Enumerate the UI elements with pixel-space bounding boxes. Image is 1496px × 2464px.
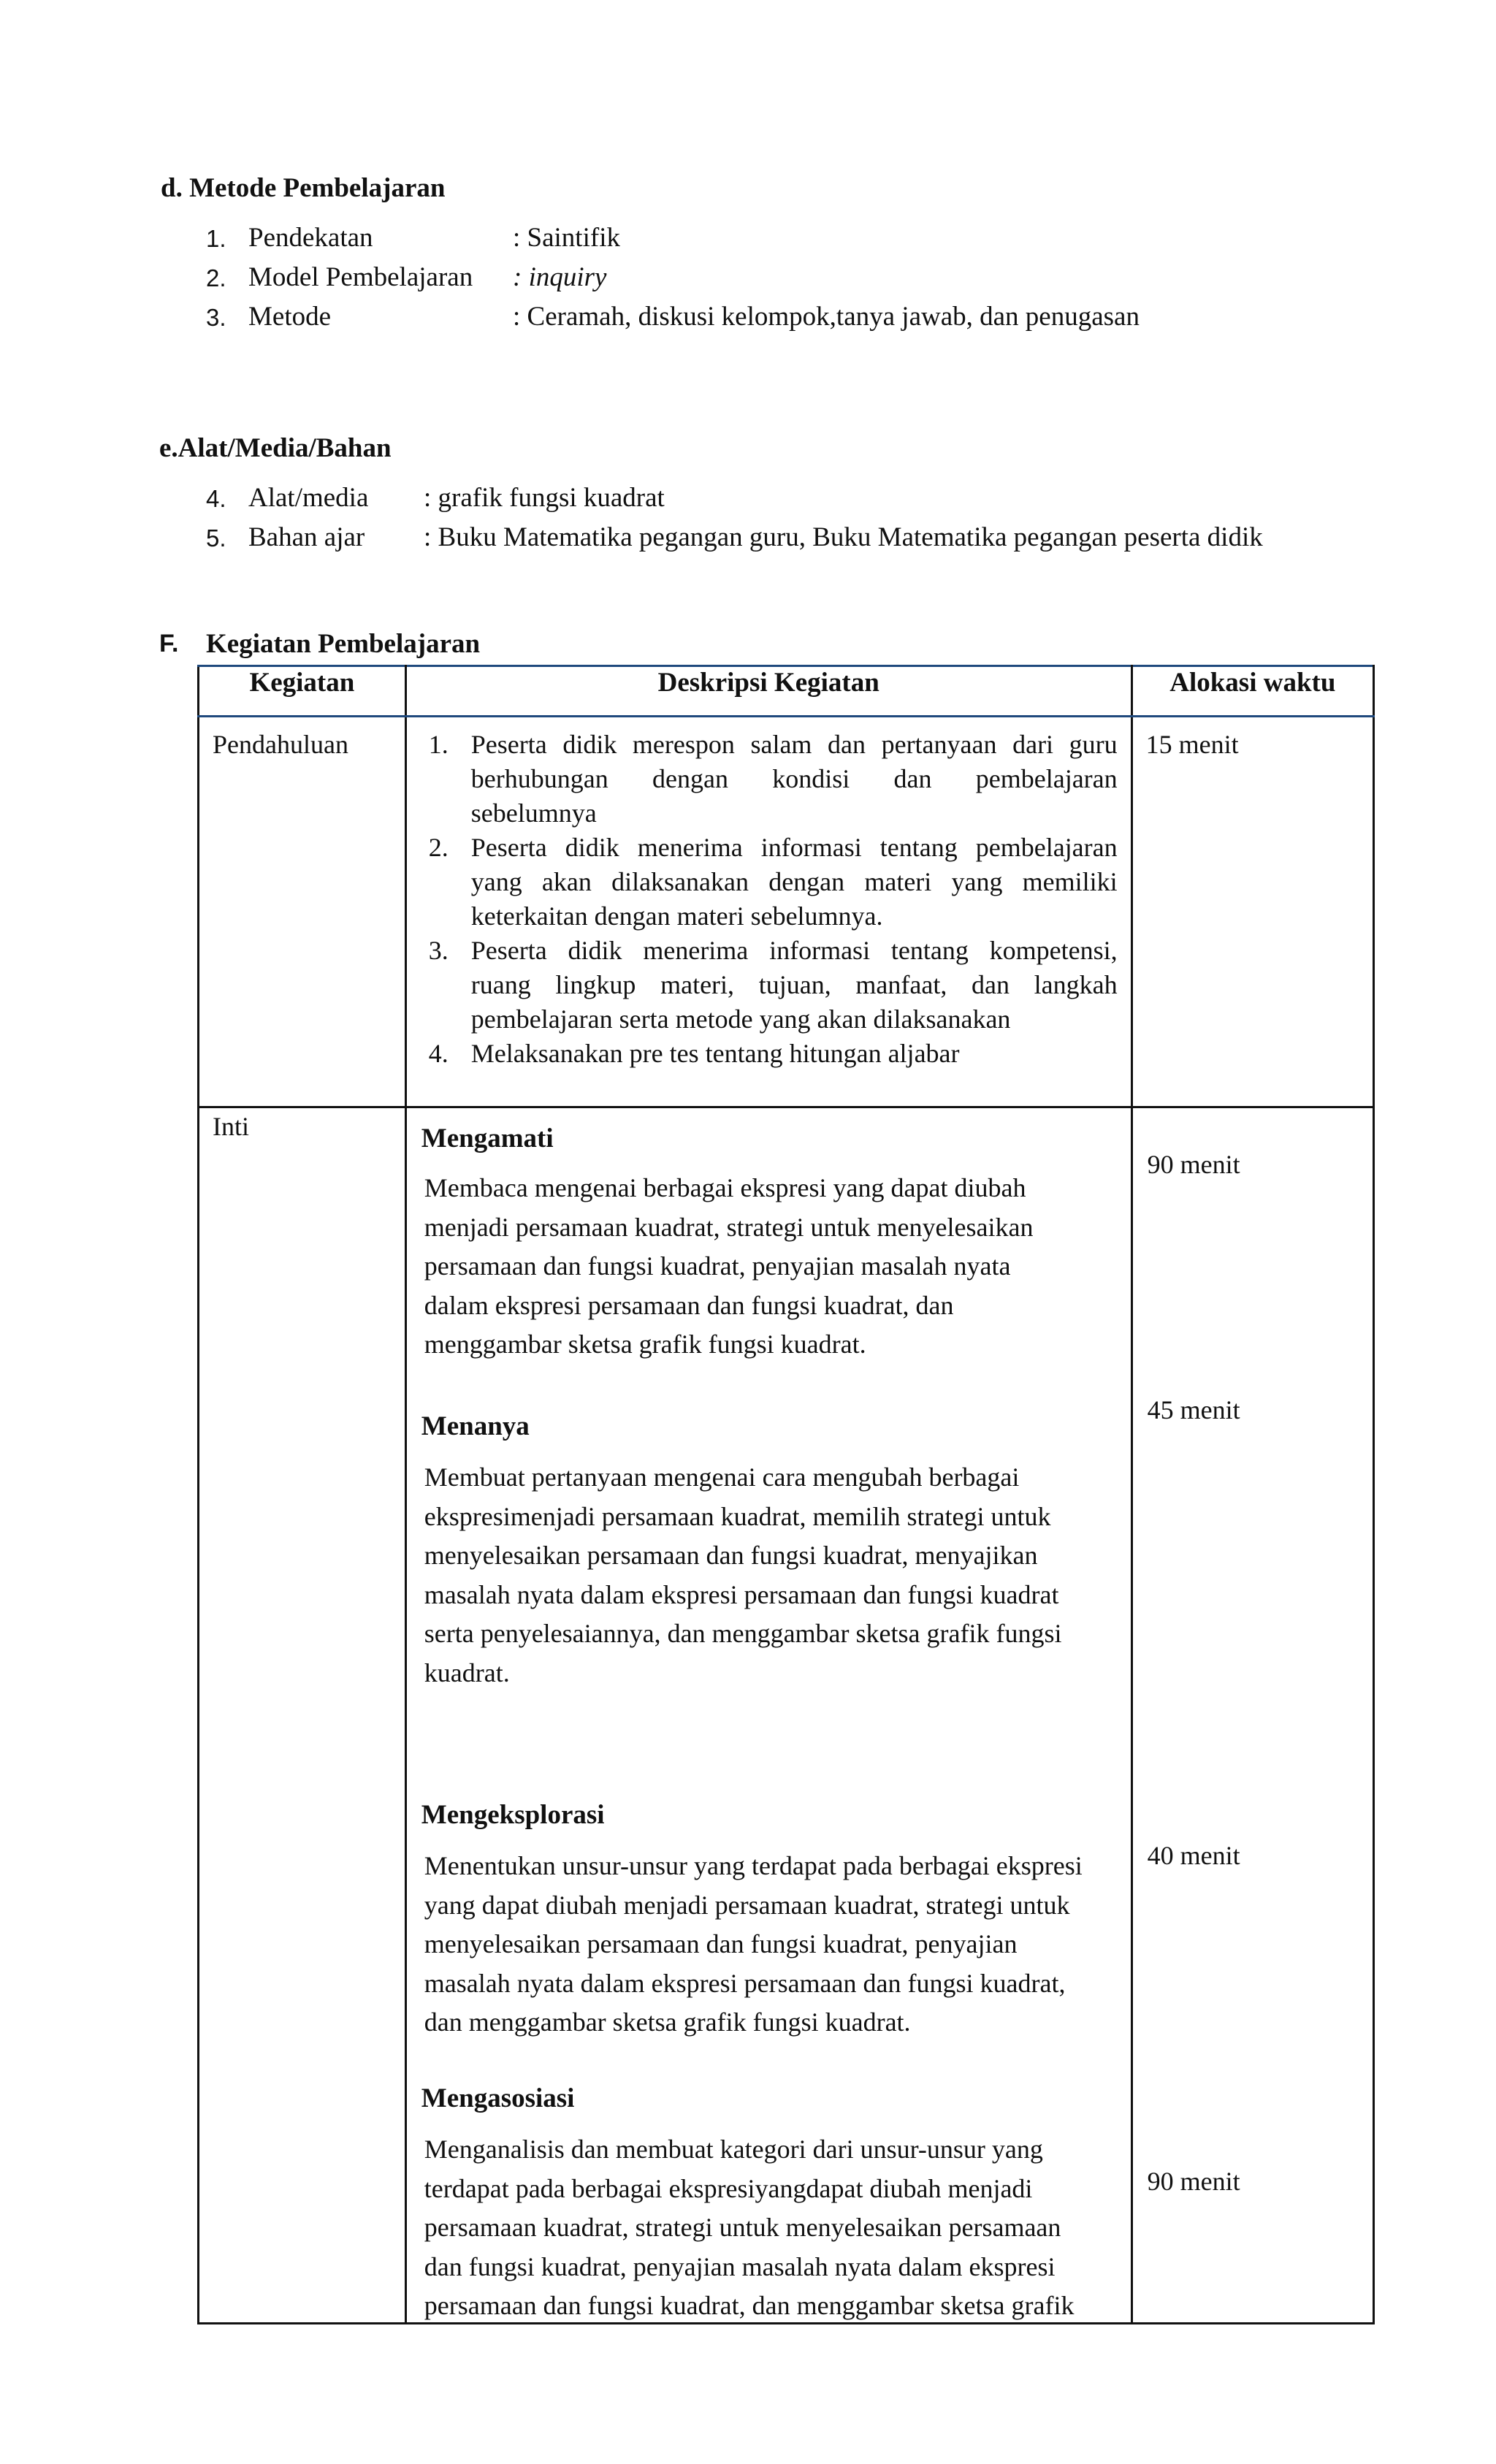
row-label: Pendahuluan [199, 717, 406, 1107]
table-row-inti [199, 1107, 1374, 2324]
table-row-pendahuluan [199, 717, 1374, 1107]
row-label: Inti [199, 1107, 406, 2324]
block-text: Menentukan unsur-unsur yang terdapat pada berbagai ekspresi yang dapat diubah menjadi persamaan kuadrat, strategi untuk menyelesaikan persamaan dan fungsi kuadrat, penyajian masalah nyata dalam ekspresi persamaan dan fungsi kuadrat, dan menggambar sketsa grafik fungsi kuadrat. [424, 1851, 1083, 2037]
list-number: 3. [206, 304, 226, 331]
list-item: 2. Peserta didik menerima informasi tentang pembelajaran yang akan dilaksanakan dengan materi yang memiliki keterkaitan dengan materi sebelumnya. [428, 833, 1118, 931]
block-text: Membuat pertanyaan mengenai cara mengubah berbagai ekspresimenjadi persamaan kuadrat, memilih strategi untuk menyelesaikan persamaan dan fungsi kuadrat, menyajikan masalah nyata dalam ekspresi persamaan dan fungsi kuadrat serta penyelesaiannya, dan menggambar sketsa grafik fungsi kuadrat. [424, 1462, 1062, 1687]
time-mengamati: 90 menit [1147, 1150, 1240, 1179]
section-f-letter: F. [159, 630, 179, 657]
time-mengeksplorasi: 40 menit [1147, 1841, 1240, 1870]
list-number: 2. [206, 264, 226, 291]
activity-block-mengasosiasi [421, 2083, 1152, 2326]
inti-times [1131, 1107, 1373, 2324]
list-number: 1. [206, 225, 226, 252]
activity-block-mengeksplorasi [421, 1799, 1152, 2042]
list-value: : grafik fungsi kuadrat [424, 483, 665, 513]
activity-block-menanya [421, 1411, 1152, 1693]
pendahuluan-time: 15 menit [1131, 717, 1373, 1107]
header-alokasi: Alokasi waktu [1131, 666, 1373, 717]
block-title: Mengamati [421, 1124, 554, 1153]
block-title: Mengeksplorasi [421, 1800, 605, 1830]
pendahuluan-description [405, 717, 1131, 1107]
header-deskripsi: Deskripsi Kegiatan [405, 666, 1131, 717]
block-text: Menganalisis dan membuat kategori dari unsur-unsur yang terdapat pada berbagai ekspresiyangdapat diubah menjadi persamaan kuadrat, strategi untuk menyelesaikan persamaan dan fungsi kuadrat, penyajian masalah nyata dalam ekspresi persamaan dan fungsi kuadrat, dan menggambar sketsa grafik [424, 2135, 1075, 2320]
block-title: Mengasosiasi [421, 2083, 575, 2113]
list-value: : Ceramah, diskusi kelompok,tanya jawab, dan penugasan [513, 302, 1140, 332]
activity-table [197, 665, 1375, 2324]
list-label: Metode [248, 302, 332, 332]
time-menanya: 45 menit [1147, 1395, 1240, 1424]
list-label: Pendekatan [248, 223, 373, 253]
header-kegiatan: Kegiatan [199, 666, 406, 717]
table-header-row [199, 666, 1374, 717]
list-label: Bahan ajar [248, 522, 365, 552]
list-value: : inquiry [513, 262, 607, 292]
section-d-title: d. Metode Pembelajaran [161, 173, 446, 203]
block-text: Membaca mengenai berbagai ekspresi yang dapat diubah menjadi persamaan kuadrat, strategi untuk menyelesaikan persamaan dan fungsi kuadrat, penyajian masalah nyata dalam ekspresi persamaan dan fungsi kuadrat, dan menggambar sketsa grafik fungsi kuadrat. [424, 1173, 1034, 1359]
list-label: Alat/media [248, 483, 369, 513]
list-number: 5. [206, 525, 226, 552]
section-e-title: e.Alat/Media/Bahan [159, 433, 392, 463]
inti-description [405, 1107, 1131, 2324]
time-mengasosiasi: 90 menit [1147, 2167, 1240, 2196]
list-item: 3. Peserta didik menerima informasi tentang kompetensi, ruang lingkup materi, tujuan, manfaat, dan langkah pembelajaran serta metode yang akan dilaksanakan [428, 936, 1118, 1034]
list-item: 4. Melaksanakan pre tes tentang hitungan aljabar [428, 1039, 960, 1068]
activity-block-mengamati [421, 1123, 1152, 1365]
list-label: Model Pembelajaran [248, 262, 473, 292]
list-value: : Saintifik [513, 223, 620, 253]
list-number: 4. [206, 485, 226, 512]
block-title: Menanya [421, 1411, 530, 1441]
list-item: 1. Peserta didik merespon salam dan pertanyaan dari guru berhubungan dengan kondisi dan pembelajaran sebelumnya [428, 730, 1118, 828]
section-f-title: Kegiatan Pembelajaran [206, 629, 481, 659]
list-value: : Buku Matematika pegangan guru, Buku Matematika pegangan peserta didik [424, 522, 1263, 552]
